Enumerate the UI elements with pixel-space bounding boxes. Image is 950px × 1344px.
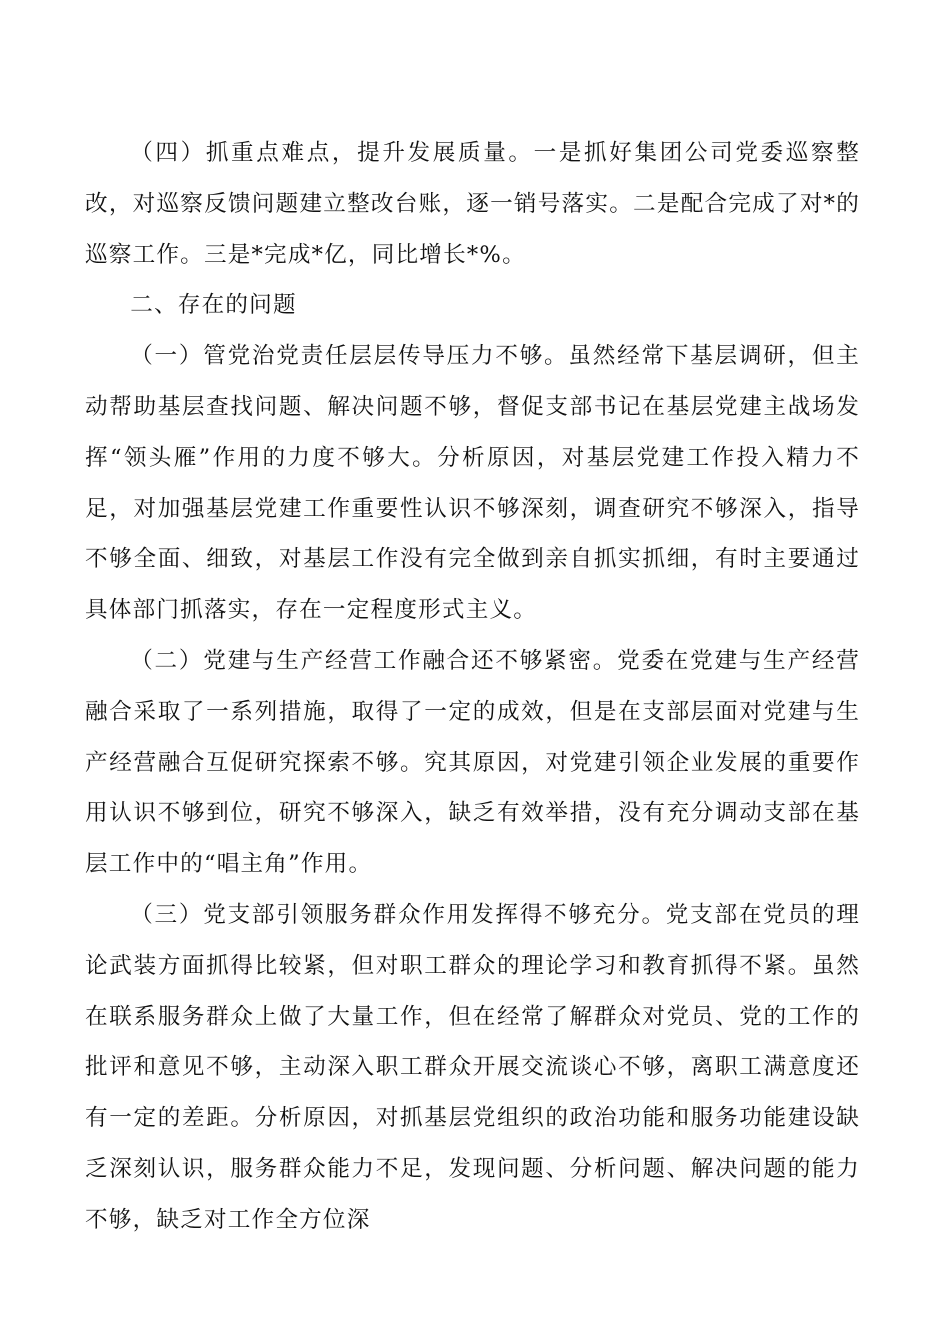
paragraph-key-difficulties: （四）抓重点难点，提升发展质量。一是抓好集团公司党委巡察整改，对巡察反馈问题建立整改台账，逐一销号落实。二是配合完成了对*的巡察工作。三是*完成*亿，同比增长*%。 — [85, 140, 860, 268]
document-page — [85, 128, 860, 1246]
section-heading-existing-problems: 二、存在的问题 — [130, 292, 297, 319]
paragraph-responsibility-pressure: （一）管党治党责任层层传导压力不够。虽然经常下基层调研，但主动帮助基层查找问题、解决问题不够，督促支部书记在基层党建主战场发挥“领头雁”作用的力度不够大。分析原因，对基层党建工作投入精力不足，对加强基层党建工作重要性认识不够深刻，调查研究不够深入，指导不够全面、细致，对基层工作没有完全做到亲自抓实抓细，有时主要通过具体部门抓落实，存在一定程度形式主义。 — [85, 343, 860, 624]
paragraph-party-business-integration: （二）党建与生产经营工作融合还不够紧密。党委在党建与生产经营融合采取了一系列措施，取得了一定的成效，但是在支部层面对党建与生产经营融合互促研究探索不够。究其原因，对党建引领企业发展的重要作用认识不够到位，研究不够深入，缺乏有效举措，没有充分调动支部在基层工作中的“唱主角”作用。 — [85, 647, 860, 878]
paragraph-serving-the-masses: （三）党支部引领服务群众作用发挥得不够充分。党支部在党员的理论武装方面抓得比较紧，但对职工群众的理论学习和教育抓得不紧。虽然在联系服务群众上做了大量工作，但在经常了解群众对党员、党的工作的批评和意见不够，主动深入职工群众开展交流谈心不够，离职工满意度还有一定的差距。分析原因，对抓基层党组织的政治功能和服务功能建设缺乏深刻认识，服务群众能力不足，发现问题、分析问题、解决问题的能力不够，缺乏对工作全方位深 — [85, 901, 860, 1233]
